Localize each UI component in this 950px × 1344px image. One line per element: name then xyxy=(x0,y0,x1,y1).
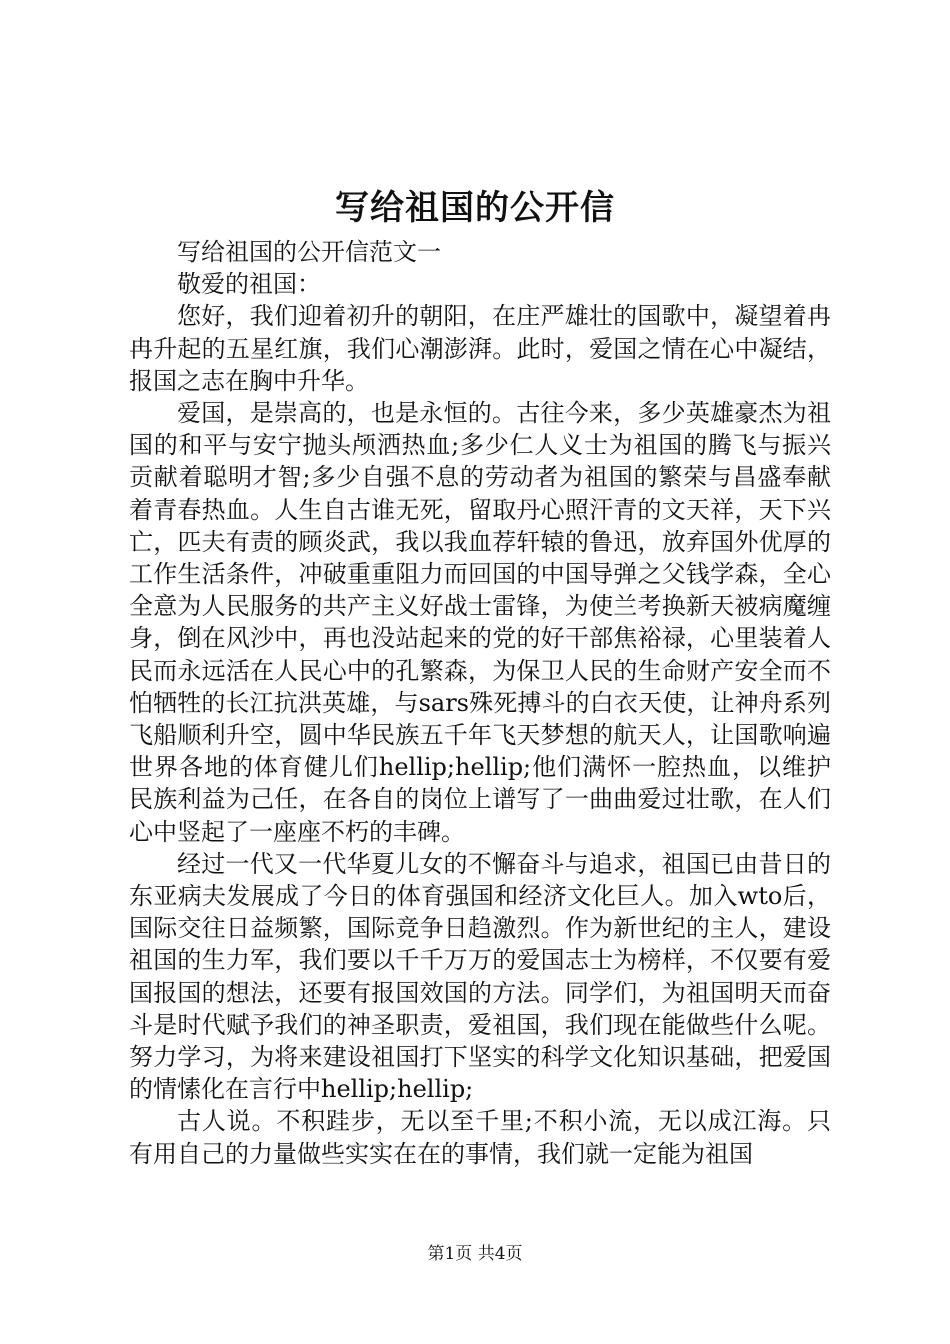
page-number-footer: 第1页 共4页 xyxy=(427,1244,523,1264)
paragraph: 爱国，是崇高的，也是永恒的。古往今来，多少英雄豪杰为祖国的和平与安宁抛头颅洒热血;多少仁人义士为祖国的腾飞与振兴贡献着聪明才智;多少自强不息的劳动者为祖国的繁荣与昌盛奉献着青春热血。人生自古谁无死，留取丹心照汗青的文天祥，天下兴亡，匹夫有责的顾炎武，我以我血荐轩辕的鲁迅，放弃国外优厚的工作生活条件，冲破重重阻力而回国的中国导弹之父钱学森，全心全意为人民服务的共产主义好战士雷锋，为使兰考换新天被病魔缠身，倒在风沙中，再也没站起来的党的好干部焦裕禄，心里装着人民而永远活在人民心中的孔繁森，为保卫人民的生命财产安全而不怕牺牲的长江抗洪英雄，与sars殊死搏斗的白衣天使，让神舟系列飞船顺利升空，圆中华民族五千年飞天梦想的航天人，让国歌响遍世界各地的体育健儿们hellip;hellip;他们满怀一腔热血，以维护民族利益为己任，在各自的岗位上谱写了一曲曲爱过壮歌，在人们心中竖起了一座座不朽的丰碑。 xyxy=(129,399,831,846)
paragraph-heading: 写给祖国的公开信范文一 xyxy=(177,238,441,266)
document-body xyxy=(129,236,831,1170)
paragraph: 经过一代又一代华夏儿女的不懈奋斗与追求，祖国已由昔日的东亚病夫发展成了今日的体育强国和经济文化巨人。加入wto后，国际交往日益频繁，国际竞争日趋激烈。作为新世纪的主人，建设祖国的生力军，我们要以千千万万的爱国志士为榜样，不仅要有爱国报国的想法，还要有报国效国的方法。同学们，为祖国明天而奋斗是时代赋予我们的神圣职责，爱祖国，我们现在能做些什么呢。努力学习，为将来建设祖国打下坚实的科学文化知识基础，把爱国的情愫化在言行中hellip;hellip; xyxy=(129,849,831,1104)
paragraph: 您好，我们迎着初升的朝阳，在庄严雄壮的国歌中，凝望着冉冉升起的五星红旗，我们心潮澎湃。此时，爱国之情在心中凝结，报国之志在胸中升华。 xyxy=(129,302,831,395)
paragraph: 古人说。不积跬步，无以至千里;不积小流，无以成江海。只有用自己的力量做些实实在在的事情，我们就一定能为祖国 xyxy=(129,1107,831,1168)
document-title: 写给祖国的公开信 xyxy=(335,188,615,228)
paragraph-salutation: 敬爱的祖国： xyxy=(177,270,321,299)
